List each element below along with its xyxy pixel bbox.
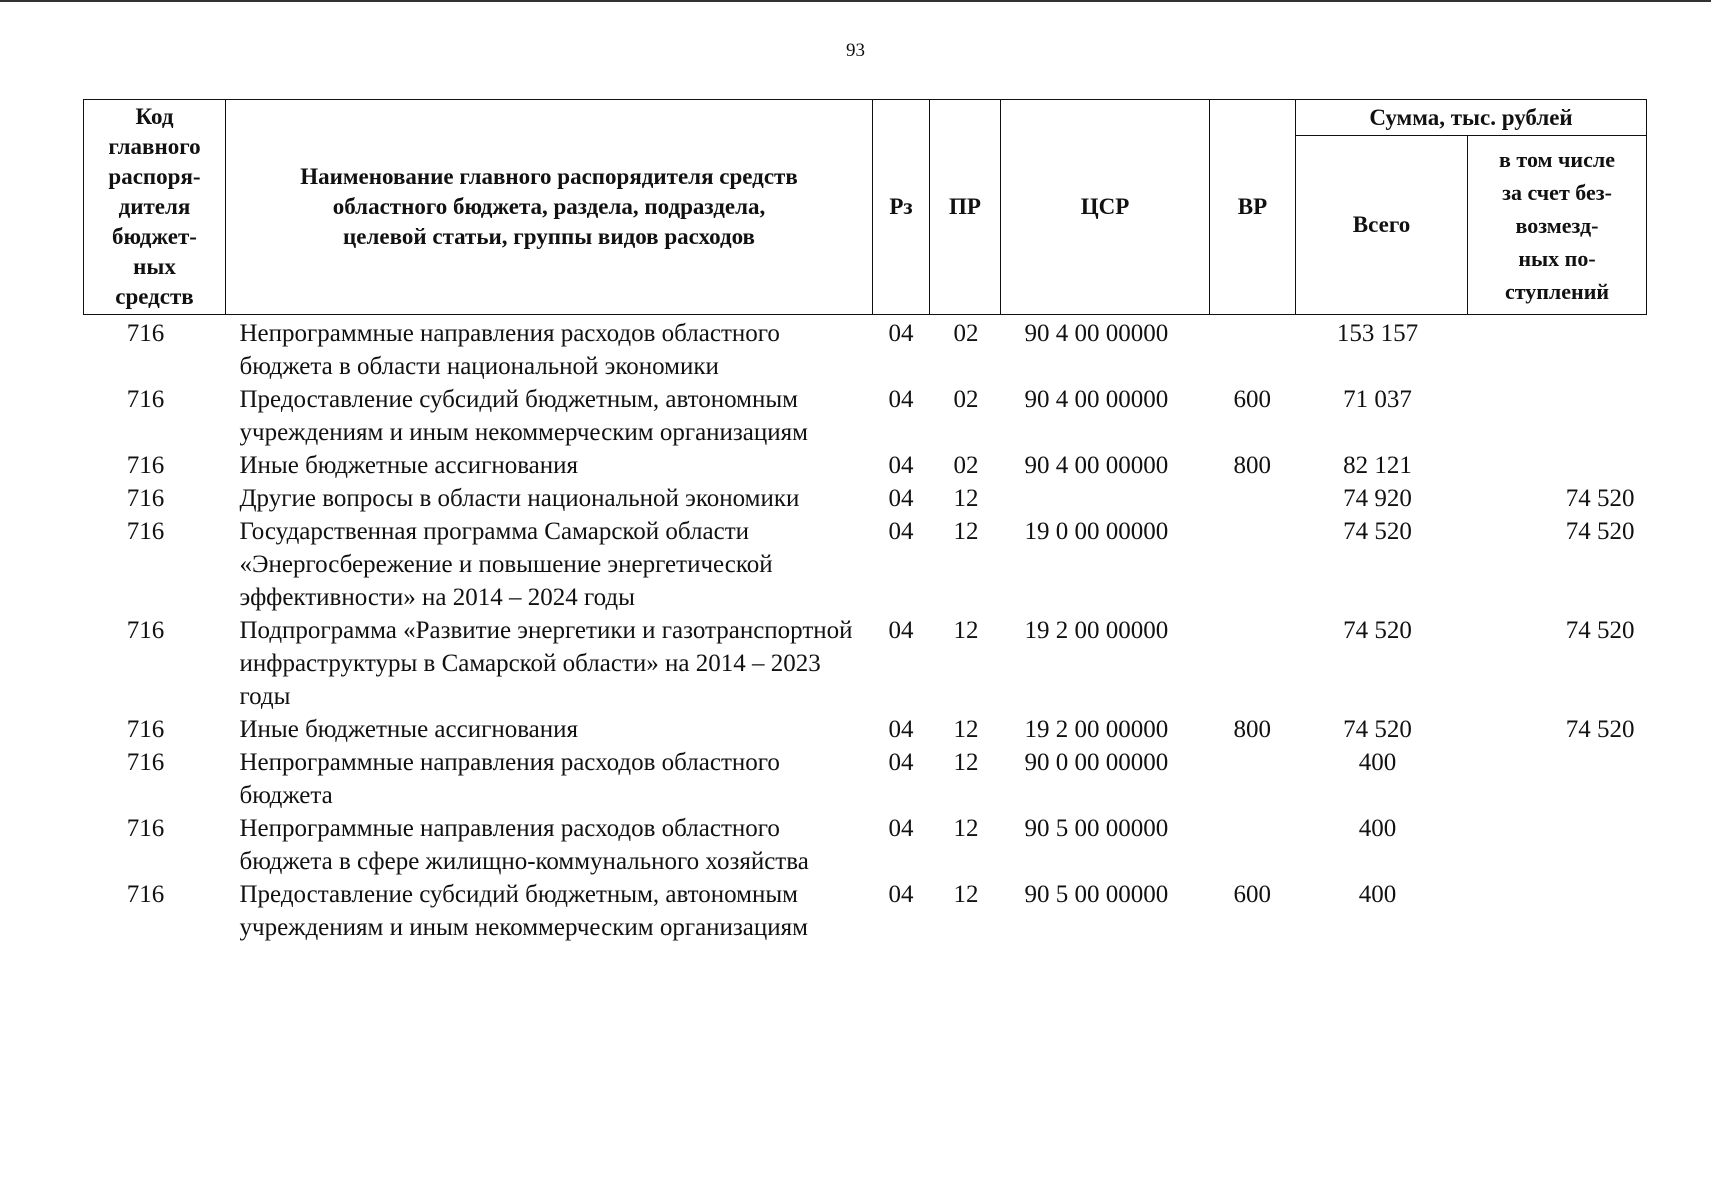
cell-csr: 90 4 00 00000 — [1024, 386, 1169, 413]
cell-code: 716 — [126, 320, 165, 347]
table-row — [84, 449, 1647, 482]
header-sum-group: Сумма, тыс. рублей — [1296, 100, 1647, 136]
table-header — [84, 100, 1647, 315]
cell-code: 716 — [126, 485, 165, 512]
cell-rz: 04 — [888, 815, 914, 842]
table-row — [84, 614, 1647, 713]
cell-free — [1468, 812, 1647, 878]
cell-name: Предоставление субсидий бюджетным, автономным учреждениям и иным некоммерческим организациям — [239, 881, 808, 941]
cell-pr: 02 — [953, 386, 979, 413]
cell-free: 74 520 — [1565, 518, 1635, 545]
cell-vr — [1210, 746, 1296, 812]
cell-csr: 90 4 00 00000 — [1024, 452, 1169, 479]
cell-free — [1468, 746, 1647, 812]
cell-name: Непрограммные направления расходов областного бюджета в области национальной экономики — [239, 320, 780, 380]
cell-rz: 04 — [888, 518, 914, 545]
cell-rz: 04 — [888, 320, 914, 347]
cell-total: 82 121 — [1343, 452, 1412, 479]
table-row — [84, 746, 1647, 812]
cell-code: 716 — [126, 716, 165, 743]
header-name: Наименование главного распорядителя средств областного бюджета, раздела, подраздела, целевой статьи, группы видов расходов — [226, 100, 873, 315]
cell-free — [1468, 449, 1647, 482]
cell-pr: 12 — [953, 881, 979, 908]
cell-code: 716 — [126, 749, 165, 776]
cell-csr: 19 0 00 00000 — [1024, 518, 1169, 545]
cell-pr: 12 — [953, 749, 979, 776]
header-code: Код главного распоря- дителя бюджет- ных средств — [84, 100, 226, 315]
cell-total: 74 520 — [1343, 716, 1412, 743]
cell-vr — [1210, 812, 1296, 878]
cell-code: 716 — [126, 386, 165, 413]
cell-total: 400 — [1358, 815, 1397, 842]
cell-rz: 04 — [888, 386, 914, 413]
cell-total: 71 037 — [1343, 386, 1412, 413]
cell-rz: 04 — [888, 617, 914, 644]
cell-name: Непрограммные направления расходов областного бюджета в сфере жилищно-коммунального хозяйства — [239, 815, 809, 875]
cell-rz: 04 — [888, 881, 914, 908]
table-row — [84, 878, 1647, 944]
table-row — [84, 383, 1647, 449]
cell-name: Другие вопросы в области национальной экономики — [239, 485, 800, 512]
table-body — [84, 315, 1647, 945]
cell-total: 74 920 — [1343, 485, 1412, 512]
table-row — [84, 315, 1647, 384]
cell-pr: 02 — [953, 320, 979, 347]
header-csr: ЦСР — [1001, 100, 1210, 315]
cell-csr: 90 4 00 00000 — [1024, 320, 1169, 347]
header-rz: Рз — [873, 100, 930, 315]
cell-vr: 600 — [1233, 386, 1271, 413]
cell-code: 716 — [126, 518, 165, 545]
header-pr: ПР — [930, 100, 1001, 315]
cell-csr: 19 2 00 00000 — [1024, 716, 1169, 743]
table-row — [84, 713, 1647, 746]
header-vr: ВР — [1210, 100, 1296, 315]
cell-rz: 04 — [888, 485, 914, 512]
cell-total: 74 520 — [1343, 617, 1412, 644]
cell-free — [1468, 383, 1647, 449]
cell-pr: 02 — [953, 452, 979, 479]
cell-name: Предоставление субсидий бюджетным, автономным учреждениям и иным некоммерческим организациям — [239, 386, 808, 446]
cell-name: Иные бюджетные ассигнования — [239, 452, 579, 479]
cell-vr — [1210, 315, 1296, 384]
cell-pr: 12 — [953, 716, 979, 743]
table-row — [84, 812, 1647, 878]
cell-name: Подпрограмма «Развитие энергетики и газотранспортной инфраструктуры в Самарской области» на 2014 – 2023 годы — [239, 617, 853, 710]
cell-free: 74 520 — [1565, 485, 1635, 512]
cell-vr — [1210, 614, 1296, 713]
cell-vr — [1210, 515, 1296, 614]
cell-csr: 90 5 00 00000 — [1024, 881, 1169, 908]
cell-code: 716 — [126, 815, 165, 842]
cell-free — [1468, 878, 1647, 944]
budget-table — [83, 99, 1647, 944]
cell-csr — [1001, 482, 1210, 515]
cell-csr: 90 0 00 00000 — [1024, 749, 1169, 776]
cell-rz: 04 — [888, 749, 914, 776]
cell-vr: 800 — [1233, 452, 1271, 479]
cell-name: Непрограммные направления расходов областного бюджета — [239, 749, 780, 809]
table-row — [84, 515, 1647, 614]
cell-pr: 12 — [953, 617, 979, 644]
cell-pr: 12 — [953, 815, 979, 842]
cell-rz: 04 — [888, 452, 914, 479]
cell-vr: 800 — [1233, 716, 1271, 743]
table-row — [84, 482, 1647, 515]
cell-total: 400 — [1358, 749, 1397, 776]
cell-free: 74 520 — [1565, 716, 1635, 743]
cell-vr — [1210, 482, 1296, 515]
top-rule — [0, 0, 1711, 2]
header-total: Всего — [1296, 136, 1468, 315]
cell-pr: 12 — [953, 485, 979, 512]
cell-total: 400 — [1358, 881, 1397, 908]
cell-vr: 600 — [1233, 881, 1271, 908]
page-number: 93 — [846, 40, 865, 61]
cell-name: Иные бюджетные ассигнования — [239, 716, 579, 743]
cell-code: 716 — [126, 617, 165, 644]
cell-name: Государственная программа Самарской области «Энергосбережение и повышение энергетической эффективности» на 2014 – 2024 годы — [239, 518, 773, 611]
cell-total: 153 157 — [1336, 320, 1419, 347]
cell-total: 74 520 — [1343, 518, 1412, 545]
cell-code: 716 — [126, 881, 165, 908]
cell-rz: 04 — [888, 716, 914, 743]
cell-csr: 19 2 00 00000 — [1024, 617, 1169, 644]
cell-code: 716 — [126, 452, 165, 479]
cell-free — [1468, 315, 1647, 384]
header-free: в том числе за счет без- возмезд- ных по- ступлений — [1468, 136, 1647, 315]
cell-csr: 90 5 00 00000 — [1024, 815, 1169, 842]
cell-free: 74 520 — [1565, 617, 1635, 644]
cell-pr: 12 — [953, 518, 979, 545]
